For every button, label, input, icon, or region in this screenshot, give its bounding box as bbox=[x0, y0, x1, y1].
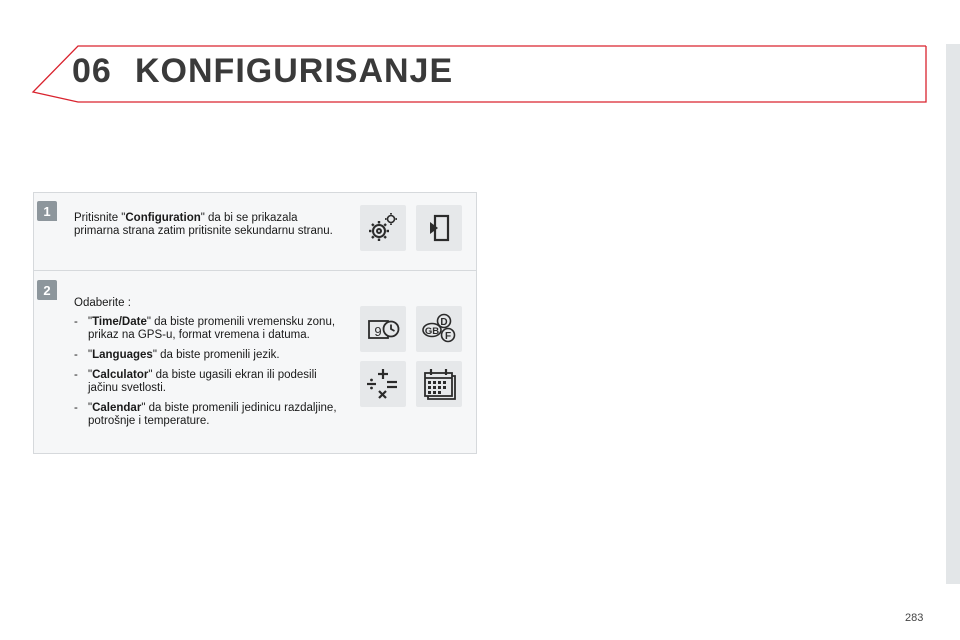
gears-icon bbox=[360, 205, 406, 251]
calendar-icon bbox=[416, 361, 462, 407]
option-list bbox=[74, 316, 344, 435]
step-badge-2-label: 2 bbox=[43, 283, 51, 298]
step-1-text: Pritisnite "Configuration" da bi se prikazala primarna strana zatim pritisnite sekundarnu stranu. bbox=[74, 212, 333, 237]
languages-d-letter: D bbox=[440, 317, 448, 328]
svg-text:9: 9 bbox=[374, 324, 382, 339]
step-badge-2 bbox=[36, 279, 58, 301]
chapter-title: KONFIGURISANJE bbox=[135, 52, 454, 90]
languages-icon bbox=[416, 306, 462, 352]
configuration-keyword: Configuration bbox=[125, 212, 201, 224]
list-item-languages: - "Languages" da biste promenili jezik. bbox=[74, 349, 280, 361]
list-item-time-date: - "Time/Date" da biste promenili vremensku zonu, prikaz na GPS-u, format vremena i datuma. bbox=[74, 316, 336, 341]
chapter-header bbox=[0, 0, 960, 110]
list-item-calendar: - "Calendar" da biste promenili jedinicu razdaljine, potrošnje i temperature. bbox=[74, 402, 337, 427]
calculator-icon bbox=[360, 361, 406, 407]
time-date-icon bbox=[360, 306, 406, 352]
chapter-number: 06 bbox=[72, 52, 112, 90]
side-tab-bar bbox=[946, 44, 960, 584]
panel-divider bbox=[33, 270, 477, 271]
list-item-calculator: - "Calculator" da biste ugasili ekran ili podesili jačinu svetlosti. bbox=[74, 369, 317, 394]
step-badge-1 bbox=[36, 200, 58, 222]
secondary-page-icon bbox=[416, 205, 462, 251]
step-2-intro: Odaberite : bbox=[74, 297, 131, 309]
page-number: 283 bbox=[905, 612, 924, 624]
languages-gb-letters: GB bbox=[424, 326, 440, 337]
step-badge-1-label: 1 bbox=[43, 204, 51, 219]
languages-f-letter: F bbox=[444, 331, 452, 342]
